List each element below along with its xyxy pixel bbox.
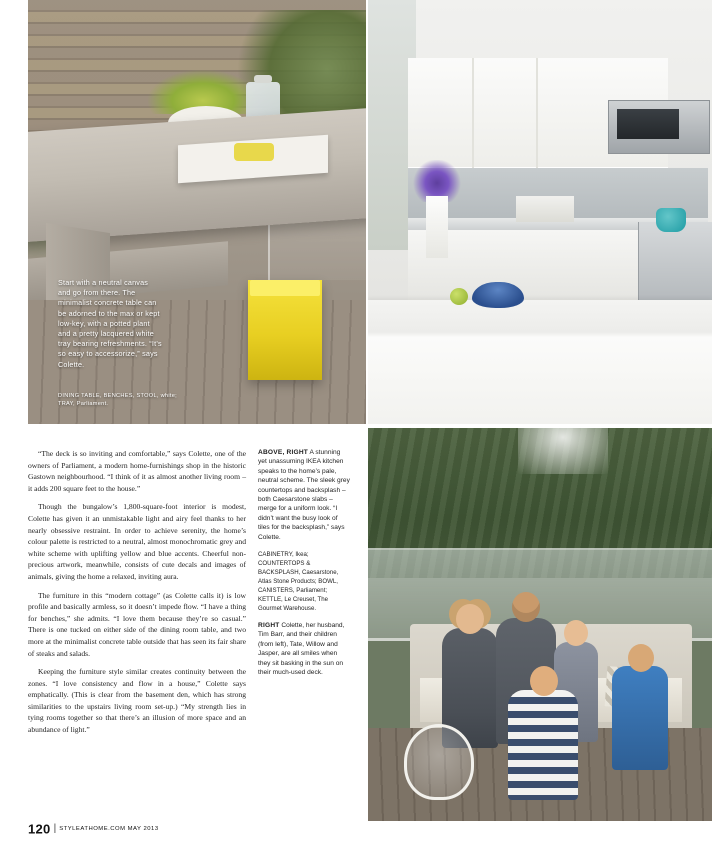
- canisters: [516, 196, 574, 222]
- photo-deck-dining: [28, 0, 366, 424]
- caption-right: [258, 621, 350, 677]
- yellow-stool: [248, 280, 322, 380]
- folio-text: STYLEATHOME.COM MAY 2013: [59, 825, 159, 832]
- body-paragraph-2: Though the bungalow’s 1,800-square-foot interior is modest, Colette has given it an unmistakable light and airy feel thanks to her nearly obsessive restraint. In order to achieve serenity, the home’s colour palette is restricted to a neutral, almost monochromatic grey and white scheme with uplifting yellow and blue accents. Cheerful non-precious artwork, meanwhile, consists of cute decals and images of animals, giving the home a relaxed, inviting aura.: [28, 502, 246, 581]
- caption-lead-above-right: ABOVE, RIGHT: [258, 449, 309, 456]
- blue-bowl: [472, 282, 524, 308]
- teal-kettle: [656, 208, 686, 232]
- person-tate: [508, 690, 578, 800]
- page-number: 120: [28, 821, 51, 837]
- microwave: [608, 100, 710, 154]
- caption-column: [258, 448, 350, 686]
- photo-credit-deck: DINING TABLE, BENCHES, STOOL, white; TRAY, Parliament.: [58, 393, 177, 407]
- folio: [28, 820, 159, 838]
- folio-separator: |: [53, 823, 57, 835]
- sky-patch: [518, 428, 608, 474]
- photo-caption-deck: Start with a neutral canvas and go from there. The minimalist concrete table can be adorned to the max or kept low-key, with a potted plant and a pretty lacquered white tray bearing refreshments. “It’s so easy to accessorize,” says Colette.: [58, 278, 162, 369]
- caption-lead-right: RIGHT: [258, 622, 280, 630]
- caption-credits: CABINETRY, Ikea; COUNTERTOPS & BACKSPLASH, Caesarstone, Atlas Stone Products; BOWL, CANISTERS, Parliament; KETTLE, Le Creuset, The Gourmet Warehouse.: [258, 551, 339, 613]
- article-body-column: [28, 448, 246, 743]
- caption-text-above-right: A stunning yet unassuming IKEA kitchen speaks to the home’s pale, neutral scheme. The sleek grey countertops and backsplash – both Caesarstone slabs – merge for a uniform look. “I didn’t want the busy look of tiles for the backsplash,” says Colette.: [258, 449, 350, 541]
- body-paragraph-4: Keeping the furniture style similar creates continuity between the zones. “I love consistency and flow in a house,” Colette says emphatically. (This is clear from the basement den, which has strong similarities to the upstairs living room set-up.) “My strength lies in tying rooms together so that there’s an illusion of more space and an abundance of light.”: [28, 667, 246, 735]
- photo-kitchen: [368, 0, 712, 424]
- caption-above-right: [258, 448, 350, 542]
- body-paragraph-3: The furniture in this “modern cottage” (as Colette calls it) is low profile and basically armless, so it doesn’t impede flow. “I have a thing for benches,” she admits. “I love them because they’re so casual.” There is one tucked on either side of the dining room table, and two more at the minimalist concrete table outside that has seen its fair share of steaks and salads.: [28, 590, 246, 658]
- caption-text-right: Colette, her husband, Tim Barr, and their children (from left), Tate, Willow and Jasper, are all smiles when they sit basking in the sun on their much-used deck.: [258, 622, 345, 677]
- white-vase: [426, 196, 448, 258]
- green-apple: [450, 288, 468, 305]
- woven-basket-chair: [404, 724, 474, 800]
- photo-family-deck: [368, 428, 712, 821]
- kitchen-island: [368, 300, 712, 424]
- lemons: [234, 143, 274, 161]
- body-paragraph-1: “The deck is so inviting and comfortable,” says Colette, one of the owners of Parliament, a modern home-furnishings shop in the historic Gastown neighbourhood. “I think of it as almost another living room – it adds 200 square feet to the house.”: [28, 449, 246, 493]
- person-jasper: [612, 666, 668, 770]
